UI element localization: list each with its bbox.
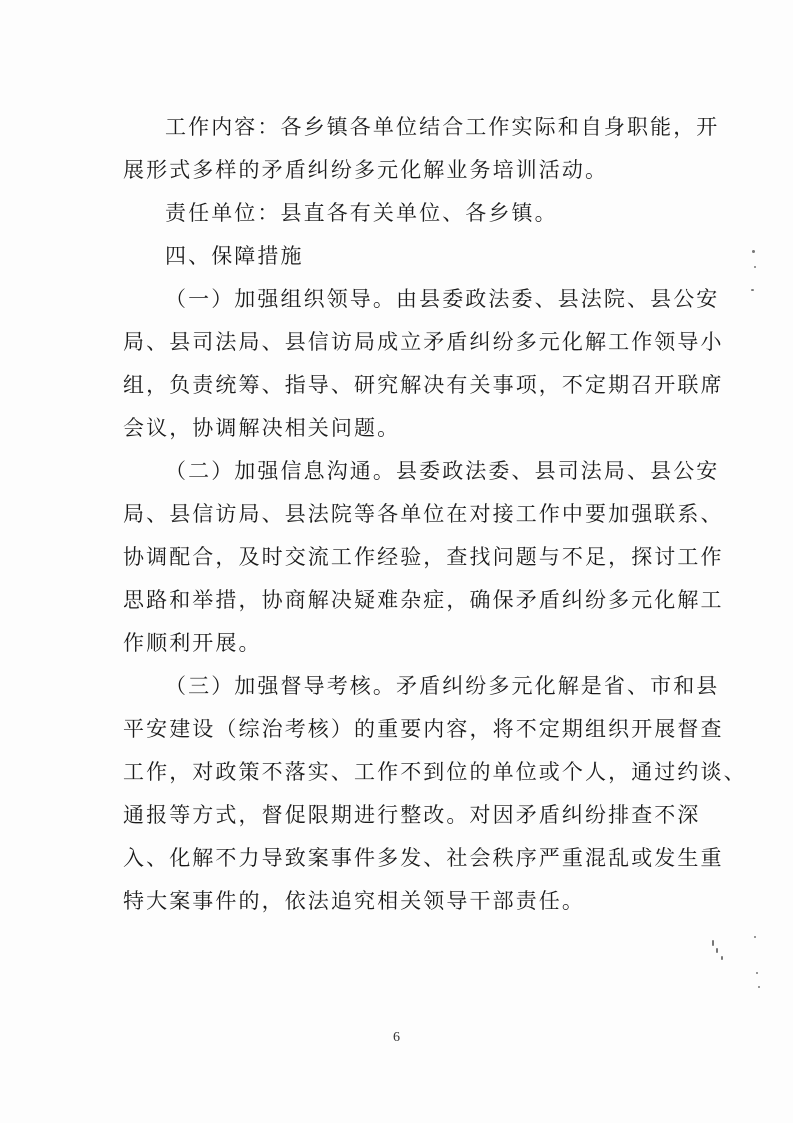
measure-2-line-4: 思路和举措，协商解决疑难杂症，确保矛盾纠纷多元化解工 [123, 588, 724, 612]
measure-1-line-3: 组，负责统筹、指导、研究解决有关事项，不定期召开联席 [123, 373, 724, 397]
responsible-unit-line: 责任单位：县直各有关单位、各乡镇。 [165, 201, 558, 225]
measure-2-line-2: 局、县信访局、县法院等各单位在对接工作中要加强联系、 [123, 502, 724, 526]
measure-2-line-1: （二）加强信息沟通。县委政法委、县司法局、县公安 [165, 459, 720, 483]
page-number: 6 [393, 1030, 400, 1045]
work-content-line-2: 展形式多样的矛盾纠纷多元化解业务培训活动。 [123, 158, 609, 182]
work-content-line-1: 工作内容：各乡镇各单位结合工作实际和自身职能，开 [165, 115, 720, 139]
measure-2-line-5: 作顺利开展。 [123, 631, 262, 655]
measure-1-line-2: 局、县司法局、县信访局成立矛盾纠纷多元化解工作领导小 [123, 330, 724, 354]
measure-3-line-6: 特大案事件的，依法追究相关领导干部责任。 [123, 889, 585, 913]
measure-3-line-5: 入、化解不力导致案事件多发、社会秩序严重混乱或发生重 [123, 846, 724, 870]
measure-2-line-3: 协调配合，及时交流工作经验，查找问题与不足，探讨工作 [123, 545, 724, 569]
section-heading: 四、保障措施 [165, 244, 304, 268]
measure-1-line-1: （一）加强组织领导。由县委政法委、县法院、县公安 [165, 287, 720, 311]
measure-3-line-4: 通报等方式，督促限期进行整改。对因矛盾纠纷排查不深 [123, 803, 701, 827]
measure-3-line-2: 平安建设（综治考核）的重要内容，将不定期组织开展督查 [123, 717, 724, 741]
measure-3-line-3: 工作，对政策不落实、工作不到位的单位或个人，通过约谈、 [123, 760, 747, 784]
measure-3-line-1: （三）加强督导考核。矛盾纠纷多元化解是省、市和县 [165, 674, 720, 698]
measure-1-line-4: 会议，协调解决相关问题。 [123, 416, 401, 440]
